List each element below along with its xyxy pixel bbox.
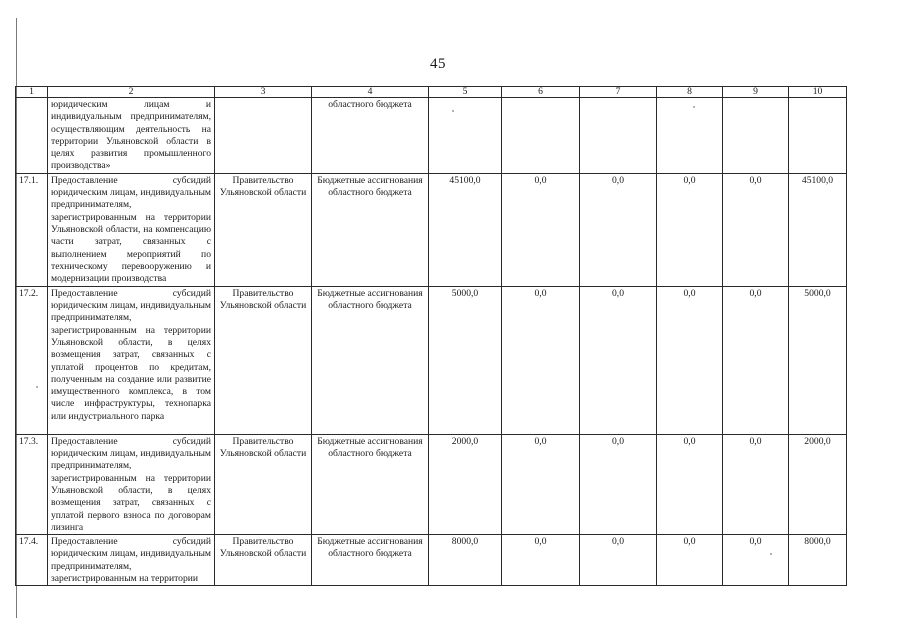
header-cell: 5 xyxy=(429,87,502,98)
row-value-col9: 0,0 xyxy=(723,434,789,534)
row-value-col8: 0,0 xyxy=(657,434,723,534)
row-number: 17.1. xyxy=(16,173,48,286)
header-cell: 6 xyxy=(502,87,580,98)
row-executor xyxy=(215,98,312,174)
row-value-col10: 5000,0 xyxy=(789,286,847,434)
table-row xyxy=(16,286,847,434)
row-value-col10: 2000,0 xyxy=(789,434,847,534)
row-executor: Правительство Ульяновской области xyxy=(215,535,312,586)
row-value-col10: 45100,0 xyxy=(789,173,847,286)
header-cell: 3 xyxy=(215,87,312,98)
row-value-col9: 0,0 xyxy=(723,286,789,434)
row-value-col9: 0,0 xyxy=(723,173,789,286)
row-value-col6 xyxy=(502,98,580,174)
row-value-col6: 0,0 xyxy=(502,434,580,534)
table-header-row xyxy=(16,87,847,98)
row-number: 17.2. xyxy=(16,286,48,434)
row-value-col6: 0,0 xyxy=(502,286,580,434)
row-value-col6: 0,0 xyxy=(502,535,580,586)
row-value-col5 xyxy=(429,98,502,174)
row-value-col9 xyxy=(723,98,789,174)
row-value-col9: 0,0 xyxy=(723,535,789,586)
row-value-col7: 0,0 xyxy=(580,286,657,434)
row-value-col7: 0,0 xyxy=(580,535,657,586)
row-value-col7: 0,0 xyxy=(580,434,657,534)
header-cell: 8 xyxy=(657,87,723,98)
header-cell: 1 xyxy=(16,87,48,98)
table-row xyxy=(16,434,847,534)
row-value-col7: 0,0 xyxy=(580,173,657,286)
row-funding-source: Бюджетные ассигнования областного бюджета xyxy=(312,286,429,434)
row-value-col8 xyxy=(657,98,723,174)
row-description: юридическим лицам и индивидуальным предпринимателям, осуществляющим деятельность на территории Ульяновской области в целях развития промышленного производства» xyxy=(48,98,215,174)
row-value-col5: 8000,0 xyxy=(429,535,502,586)
row-value-col6: 0,0 xyxy=(502,173,580,286)
row-description: Предоставление субсидий юридическим лицам, индивидуальным предпринимателям, зарегистрированным на территории xyxy=(48,535,215,586)
row-value-col5: 2000,0 xyxy=(429,434,502,534)
table-row xyxy=(16,535,847,586)
row-description: Предоставление субсидий юридическим лицам, индивидуальным предпринимателям, зарегистрированным на территории Ульяновской области, на компенсацию части затрат, связанных с выполнением мероприятий по техническому перевооружению и модернизации производства xyxy=(48,173,215,286)
row-executor: Правительство Ульяновской области xyxy=(215,173,312,286)
header-cell: 4 xyxy=(312,87,429,98)
row-funding-source: Бюджетные ассигнования областного бюджета xyxy=(312,173,429,286)
header-cell: 7 xyxy=(580,87,657,98)
header-cell: 10 xyxy=(789,87,847,98)
row-value-col5: 45100,0 xyxy=(429,173,502,286)
row-value-col5: 5000,0 xyxy=(429,286,502,434)
row-value-col8: 0,0 xyxy=(657,286,723,434)
header-cell: 9 xyxy=(723,87,789,98)
table-row xyxy=(16,98,847,174)
row-executor: Правительство Ульяновской области xyxy=(215,434,312,534)
row-value-col7 xyxy=(580,98,657,174)
budget-table xyxy=(15,86,847,586)
row-description: Предоставление субсидий юридическим лицам, индивидуальным предпринимателям, зарегистрированным на территории Ульяновской области, в целях возмещения затрат, связанных с уплатой первого взноса по договорам лизинга xyxy=(48,434,215,534)
row-number xyxy=(16,98,48,174)
row-value-col10: 8000,0 xyxy=(789,535,847,586)
row-description: Предоставление субсидий юридическим лицам, индивидуальным предпринимателям, зарегистрированным на территории Ульяновской области, в целях возмещения затрат, связанных с уплатой процентов по кредитам, полученным на создание или развитие имущественного комплекса, в том числе инфраструктуры, технопарка или индустриального парка xyxy=(48,286,215,434)
page-number: 45 xyxy=(430,56,446,72)
header-cell: 2 xyxy=(48,87,215,98)
row-number: 17.4. xyxy=(16,535,48,586)
row-value-col10 xyxy=(789,98,847,174)
row-value-col8: 0,0 xyxy=(657,535,723,586)
row-executor: Правительство Ульяновской области xyxy=(215,286,312,434)
row-funding-source: областного бюджета xyxy=(312,98,429,174)
row-number: 17.3. xyxy=(16,434,48,534)
table-row xyxy=(16,173,847,286)
row-funding-source: Бюджетные ассигнования областного бюджета xyxy=(312,434,429,534)
row-funding-source: Бюджетные ассигнования областного бюджета xyxy=(312,535,429,586)
row-value-col8: 0,0 xyxy=(657,173,723,286)
